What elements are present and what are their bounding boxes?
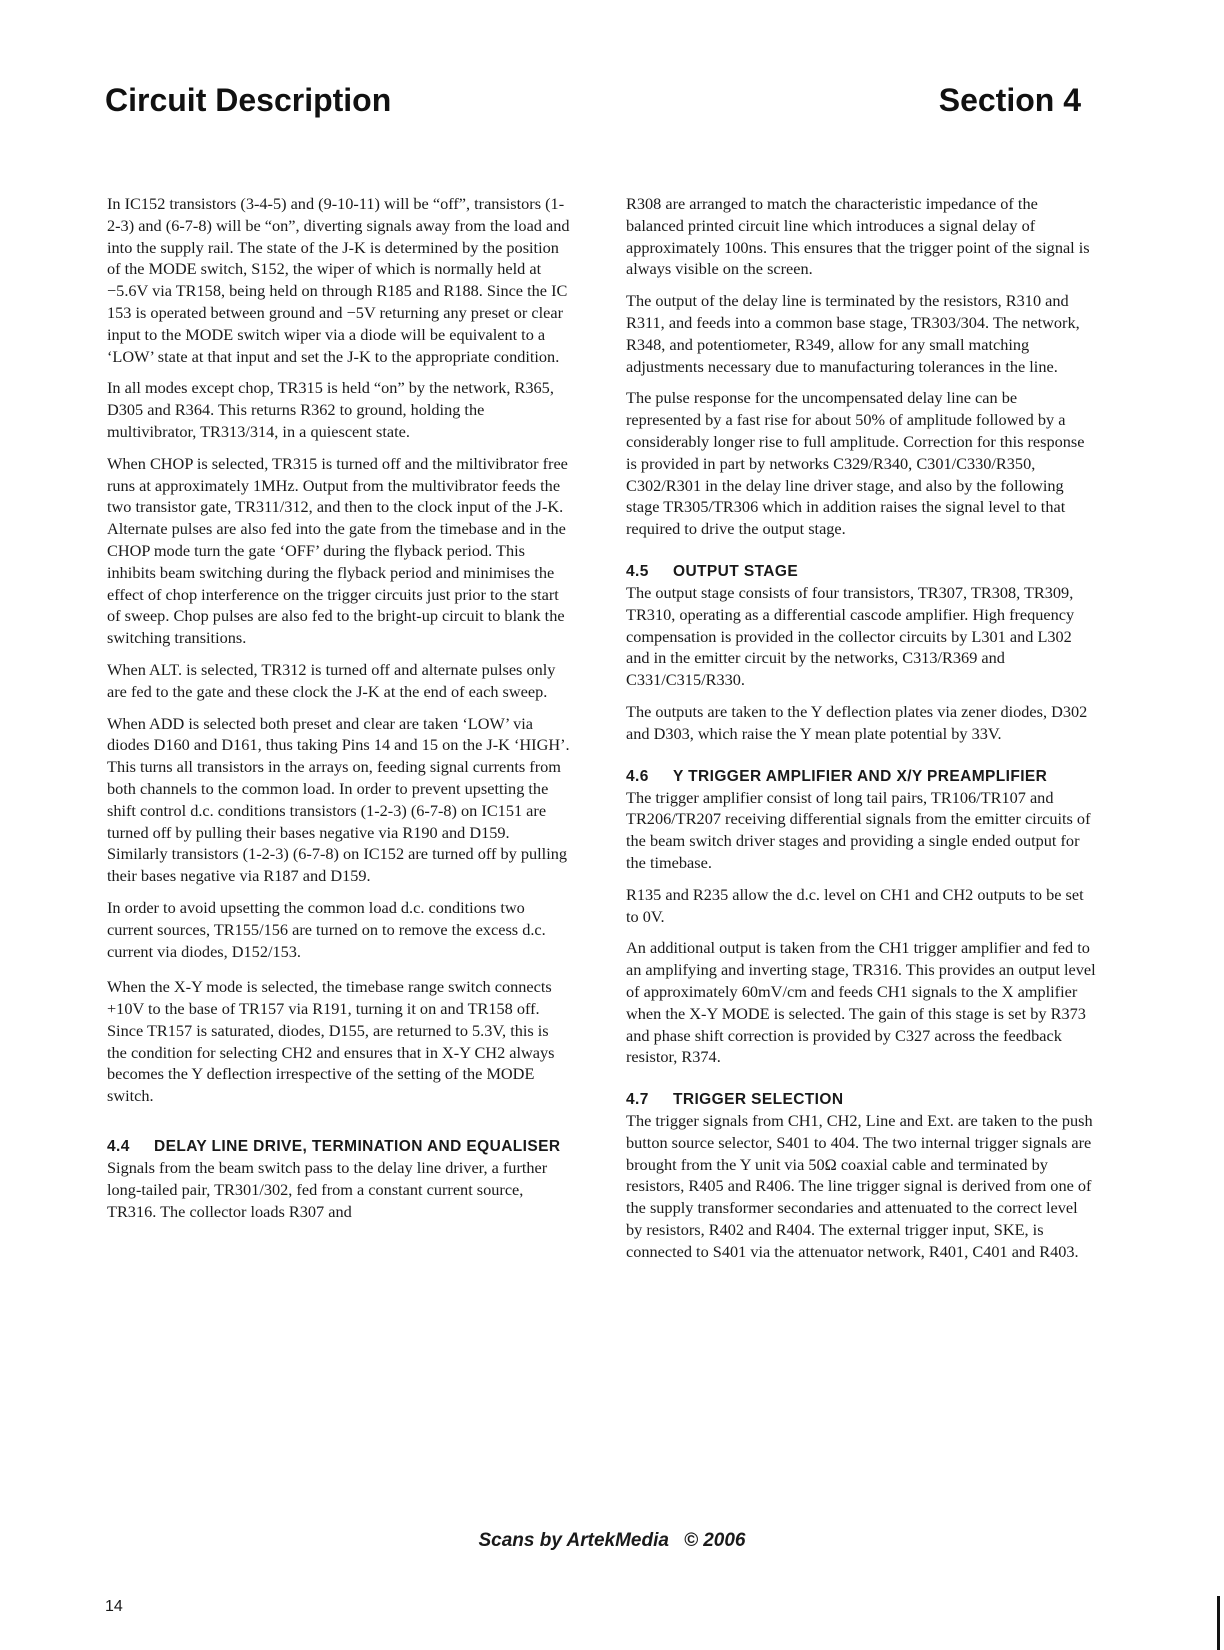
paragraph: When the X-Y mode is selected, the timebase range switch connects +10V to the base of TR157 via R191, turning it on and TR158 off. Since TR157 is saturated, diodes, D155, are returned to 5.3V, this is the condition for selecting CH2 and ensures that in X-Y CH2 always becomes the Y deflection irrespective of the setting of the MODE switch. [107, 977, 555, 1106]
section-heading [626, 562, 1096, 582]
section-heading [107, 1137, 570, 1157]
section-title: DELAY LINE DRIVE, TERMINATION AND EQUALISER [154, 1138, 561, 1156]
section-4-5 [626, 562, 1096, 745]
paragraph: The output stage consists of four transistors, TR307, TR308, TR309, TR310, operating as a differential cascode amplifier. High frequency compensation is provided in the collector circuits by L301 and L302 and in the emitter circuit by the networks, C313/R369 and C331/C315/R330. [626, 582, 1075, 690]
paragraph: In IC152 transistors (3-4-5) and (9-10-11) will be “off”, transistors (1-2-3) and (6-7-8) will be “on”, diverting signals away from the load and into the supply rail. The state of the J-K is determined by the position of the MODE switch, S152, the wiper of which is normally held at −5.6V via TR158, being held on through R185 and R188. Since the IC 153 is operated between ground and −5V returning any preset or clear input to the MODE switch wiper via a diode will be equivalent to a ‘LOW’ state at that input and set the J-K to the appropriate condition. [107, 194, 570, 366]
section-4-6 [626, 767, 1096, 1069]
section-number: 4.7 [626, 1091, 649, 1109]
paragraph: Signals from the beam switch pass to the delay line driver, a further long-tailed pair, TR301/302, fed from a constant current source, TR316. The collector loads R307 and [107, 1158, 548, 1221]
section-4-4 [107, 1137, 570, 1222]
section-number: 4.6 [626, 767, 649, 785]
section-4-7 [626, 1090, 1096, 1263]
section-title: TRIGGER SELECTION [673, 1091, 844, 1109]
credit-text: Scans by ArtekMedia [478, 1530, 669, 1551]
paragraph: R308 are arranged to match the characteristic impedance of the balanced printed circuit line which introduces a signal delay of approximately 100ns. This ensures that the trigger point of the signal is always visible on the screen. [626, 194, 1090, 279]
page-title: Circuit Description [105, 82, 392, 118]
section-label: Section 4 [938, 82, 1081, 118]
paragraph: When CHOP is selected, TR315 is turned off and the miltivibrator free runs at approximately 1MHz. Output from the multivibrator feeds the two transistor gate, TR311/312, and then to the clock input of the J-K. Alternate pulses are also fed into the gate from the timebase and in the CHOP mode turn the gate ‘OFF’ during the flyback period. This inhibits beam switching during the flyback period and minimises the effect of chop interference on the trigger circuits just prior to the start of sweep. Chop pulses are also fed to the bright-up circuit to blank the switching transitions. [107, 453, 568, 648]
scan-edge-mark [1217, 1596, 1220, 1650]
scan-credit [0, 1530, 1224, 1552]
paragraph: When ALT. is selected, TR312 is turned off and alternate pulses only are fed to the gate and these clock the J-K at the end of each sweep. [107, 659, 556, 701]
paragraph: In order to avoid upsetting the common load d.c. conditions two current sources, TR155/156 are turned on to remove the excess d.c. current via diodes, D152/153. [107, 897, 546, 961]
paragraph: When ADD is selected both preset and clear are taken ‘LOW’ via diodes D160 and D161, thus taking Pins 14 and 15 on the J-K ‘HIGH’. This turns all transistors in the arrays on, feeding signal currents from both channels to the common load. In order to prevent upsetting the shift control d.c. conditions transistors (1-2-3) (6-7-8) on IC151 are turned off by pulling their bases negative via R190 and D159. Similarly transistors (1-2-3) (6-7-8) on IC152 are turned off by pulling their bases negative via R187 and D159. [107, 713, 570, 886]
paragraph: The pulse response for the uncompensated delay line can be represented by a fast rise for about 50% of amplitude followed by a considerably longer rise to full amplitude. Correction for this response is provided in part by networks C329/R340, C301/C330/R350, C302/R301 in the delay line driver stage, and also by the following stage TR305/TR306 which in addition raises the signal level to that required to drive the output stage. [626, 388, 1085, 539]
section-heading [626, 767, 1096, 787]
section-number: 4.4 [107, 1138, 130, 1156]
left-column [107, 193, 570, 1232]
paragraph: In all modes except chop, TR315 is held “on” by the network, R365, D305 and R364. This returns R362 to ground, holding the multivibrator, TR313/314, in a quiescent state. [107, 378, 554, 441]
paragraph: R135 and R235 allow the d.c. level on CH1 and CH2 outputs to be set to 0V. [626, 884, 1084, 926]
paragraph: The trigger signals from CH1, CH2, Line and Ext. are taken to the push button source selector, S401 to 404. The two internal trigger signals are brought from the Y unit via 50Ω coaxial cable and terminated by resistors, R405 and R406. The line trigger signal is derived from one of the supply transformer secondaries and attenuated to the correct level by resistors, R402 and R404. The external trigger input, SKE, is connected to S401 via the attenuator network, R401, C401 and R403. [626, 1111, 1093, 1261]
right-column [626, 193, 1096, 1273]
paragraph: The output of the delay line is terminated by the resistors, R310 and R311, and feeds into a common base stage, TR303/304. The network, R348, and potentiometer, R349, allow for any small matching adjustments necessary due to manufacturing tolerances in the line. [626, 291, 1080, 376]
section-number: 4.5 [626, 562, 649, 580]
section-title: Y TRIGGER AMPLIFIER AND X/Y PREAMPLIFIER [673, 767, 1048, 785]
section-heading [626, 1090, 1096, 1110]
copyright-text: © 2006 [683, 1530, 746, 1551]
paragraph: The outputs are taken to the Y deflection plates via zener diodes, D302 and D303, which raise the Y mean plate potential by 33V. [626, 701, 1088, 743]
paragraph: The trigger amplifier consist of long tail pairs, TR106/TR107 and TR206/TR207 receiving differential signals from the emitter circuits of the beam switch driver stages and providing a single ended output for the timebase. [626, 787, 1091, 872]
page-number: 14 [105, 1598, 123, 1615]
paragraph: An additional output is taken from the CH1 trigger amplifier and fed to an amplifying and inverting stage, TR316. This provides an output level of approximately 60mV/cm and feeds CH1 signals to the X amplifier when the X-Y MODE is selected. The gain of this stage is set by R373 and phase shift correction is provided by C327 across the feedback resistor, R374. [626, 938, 1096, 1067]
section-title: OUTPUT STAGE [673, 562, 799, 580]
